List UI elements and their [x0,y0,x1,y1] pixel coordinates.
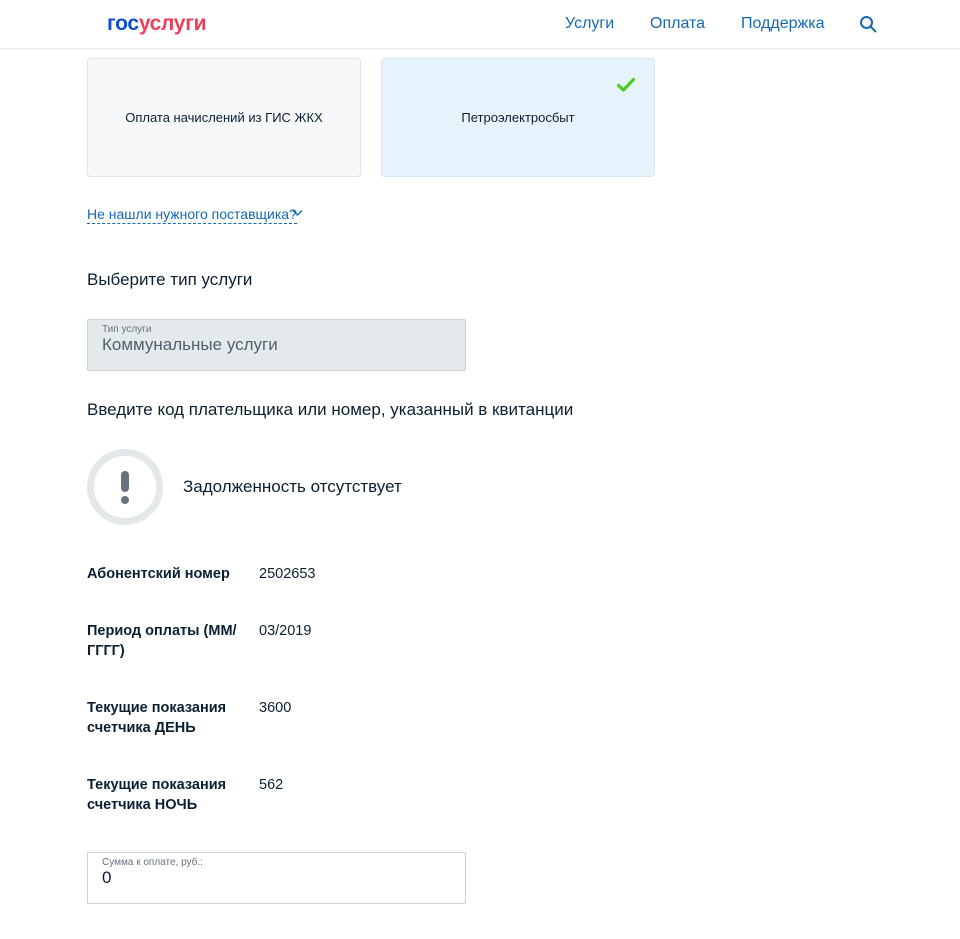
meter-day-label: Текущие показания счетчика ДЕНЬ [87,700,227,736]
provider-not-found-link[interactable]: Не нашли нужного поставщика? [87,206,297,222]
meter-day-value: 3600 [259,700,292,716]
meter-night-label: Текущие показания счетчика НОЧЬ [87,777,227,813]
exclamation-bar [121,471,129,492]
site-header [0,0,960,49]
amount-input[interactable] [87,852,466,904]
logo-part-gos: гос [107,12,139,35]
meter-night-value: 562 [259,777,284,793]
exclamation-icon [87,449,163,525]
payment-period-value: 03/2019 [259,623,312,639]
provider-card-petroelektrosbyt[interactable] [381,58,655,177]
chevron-down-icon[interactable] [292,209,303,217]
gosuslugi-logo[interactable] [107,12,206,36]
amount-value: 0 [102,868,112,887]
nav-support[interactable]: Поддержка [741,15,825,32]
provider-card-label: Петроэлектросбыт [461,110,575,125]
payment-period-label: Период оплаты (ММ/ГГГГ) [87,623,237,659]
nav-services[interactable]: Услуги [565,15,615,32]
payer-code-title: Введите код плательщика или номер, указанный в квитанции [87,400,574,419]
service-type-select[interactable] [87,319,466,371]
service-type-value: Коммунальные услуги [102,335,278,354]
nav-payment[interactable]: Оплата [650,15,706,32]
provider-card-gis-zhkh[interactable] [87,58,361,177]
account-number-label: Абонентский номер [87,566,230,582]
service-type-title: Выберите тип услуги [87,270,253,289]
debt-status: Задолженность отсутствует [183,477,402,496]
service-type-label: Тип услуги [102,324,152,335]
search-icon[interactable] [859,15,877,33]
checkmark-icon [617,77,635,93]
exclamation-dot [121,496,129,504]
amount-label: Сумма к оплате, руб.: [102,857,203,868]
account-number-value: 2502653 [259,566,316,582]
logo-part-uslugi: услуги [138,12,207,35]
provider-card-label: Оплата начислений из ГИС ЖКХ [125,110,323,125]
